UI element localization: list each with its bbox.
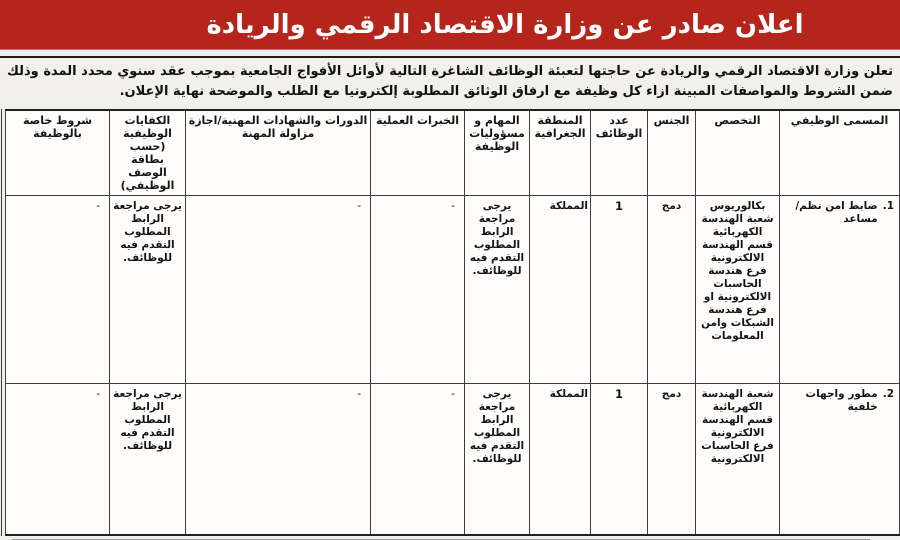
job-title-text: ضابط امن نظم/مساعد bbox=[795, 200, 878, 225]
job-number: 2. bbox=[882, 388, 894, 400]
header-experience: الخبرات العملية bbox=[371, 110, 465, 196]
special-conditions-cell: - bbox=[6, 196, 110, 384]
header-job-title: المسمى الوظيفي bbox=[780, 110, 900, 196]
header-region: المنطقة الجغرافية bbox=[530, 110, 591, 196]
region-cell: المملكة bbox=[530, 196, 591, 384]
header-positions-count: عدد الوظائف bbox=[591, 110, 648, 196]
region-cell: المملكة bbox=[530, 384, 591, 535]
job-title-cell bbox=[780, 384, 900, 535]
competencies-cell: يرجى مراجعة الرابط المطلوب التقدم فيه للوظائف. bbox=[110, 196, 186, 384]
tasks-cell: يرجى مراجعة الرابط المطلوب التقدم فيه للوظائف. bbox=[465, 384, 530, 535]
job-title-text: مطور واجهات خلفية bbox=[805, 388, 878, 413]
bottom-scan-line bbox=[12, 539, 870, 540]
competencies-cell: يرجى مراجعة الرابط المطلوب التقدم فيه للوظائف. bbox=[110, 384, 186, 535]
courses-cell: - bbox=[186, 196, 371, 384]
table-header-row bbox=[6, 110, 900, 196]
positions-count-cell: 1 bbox=[591, 196, 648, 384]
specialization-cell: شعبة الهندسة الكهربائية قسم الهندسة الالكترونية فرع الحاسبات الالكترونية bbox=[696, 384, 780, 535]
experience-cell: - bbox=[371, 384, 465, 535]
header-special-conditions: شروط خاصة بالوظيفة bbox=[6, 110, 110, 196]
header-tasks: المهام و مسؤوليات الوظيفة bbox=[465, 110, 530, 196]
header-specialization: التخصص bbox=[696, 110, 780, 196]
jobs-table bbox=[5, 109, 900, 536]
header-gender: الجنس bbox=[648, 110, 696, 196]
divider-rule bbox=[0, 56, 900, 58]
specialization-cell: بكالوريوس شعبة الهندسة الكهربائية قسم الهندسة الالكترونية فرع هندسة الحاسبات الالكترونية او فرع هندسة الشبكات وامن المعلومات bbox=[696, 196, 780, 384]
job-title-cell bbox=[780, 196, 900, 384]
announcement-banner bbox=[0, 0, 900, 50]
jobs-table-wrapper bbox=[1, 109, 898, 536]
gender-cell: دمج bbox=[648, 384, 696, 535]
gender-cell: دمج bbox=[648, 196, 696, 384]
special-conditions-cell: - bbox=[6, 384, 110, 535]
header-competencies: الكفايات الوظيفية (حسب بطاقة الوصف الوظيفي) bbox=[110, 110, 186, 196]
banner-title: اعلان صادر عن وزارة الاقتصاد الرقمي والريادة bbox=[206, 9, 804, 40]
tasks-cell: يرجى مراجعة الرابط المطلوب التقدم فيه للوظائف. bbox=[465, 196, 530, 384]
experience-cell: - bbox=[371, 196, 465, 384]
table-row bbox=[6, 196, 900, 384]
positions-count-cell: 1 bbox=[591, 384, 648, 535]
header-courses: الدورات والشهادات المهنية/اجازة مزاولة المهنة bbox=[186, 110, 371, 196]
intro-paragraph: تعلن وزارة الاقتصاد الرقمي والريادة عن حاجتها لتعبئة الوظائف الشاغرة التالية لأوائل الأفواج الجامعية بموجب عقد سنوي محدد المدة وذلك ضمن الشروط والمواصفات المبينة ازاء كل وظيفة مع ارفاق الوثائق المطلوبة إلكترونيا مع الطلب والموضحة نهاية الإعلان. bbox=[7, 64, 893, 99]
courses-cell: - bbox=[186, 384, 371, 535]
job-number: 1. bbox=[882, 200, 894, 212]
table-row bbox=[6, 384, 900, 535]
